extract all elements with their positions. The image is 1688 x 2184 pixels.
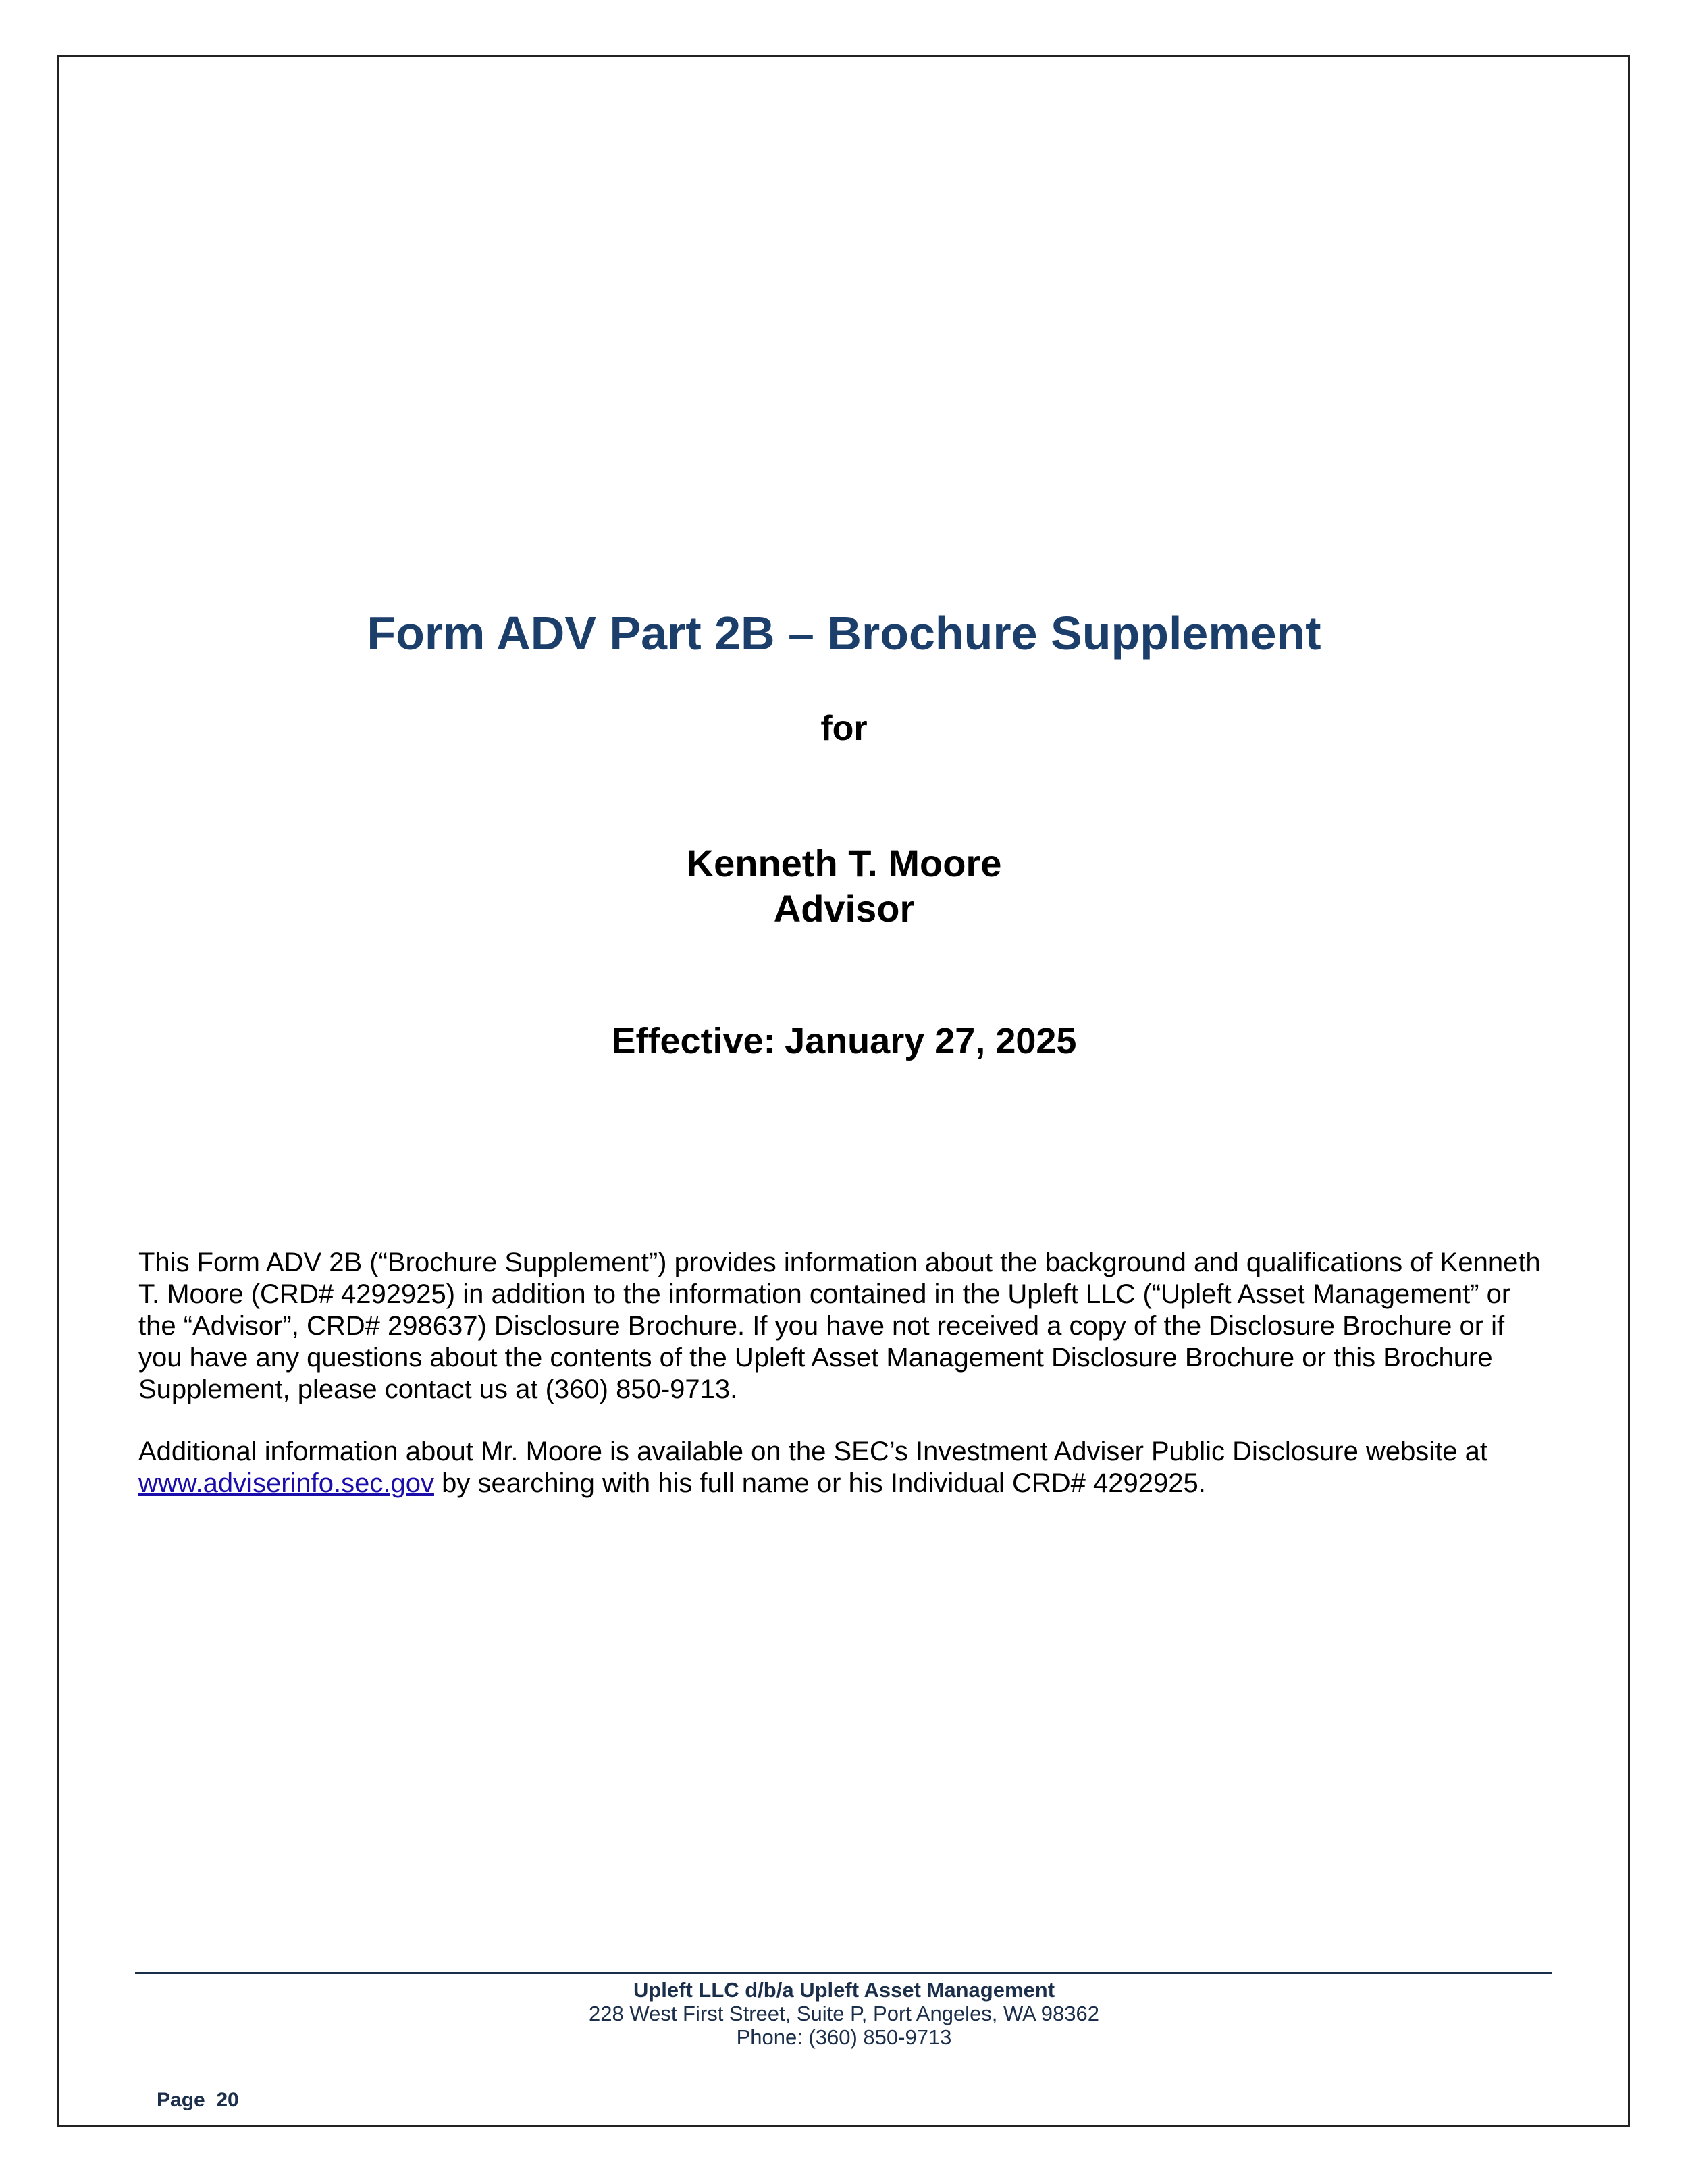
additional-info-paragraph: [138, 1436, 1550, 1499]
page-border: [57, 55, 1630, 2127]
for-label: for: [820, 709, 868, 748]
page-number: Page 20: [157, 2089, 239, 2111]
additional-info-text-end: by searching with his full name or his Individual CRD# 4292925.: [433, 1468, 1206, 1498]
intro-paragraph: This Form ADV 2B (“Brochure Supplement”) provides information about the background and qualifications of Kenneth T. Moore (CRD# 4292925) in addition to the information contained in the Upleft LLC (“Upleft Asset Management” or the “Advisor”, CRD# 298637) Disclosure Brochure. If you have not received a copy of the Disclosure Brochure or if you have any questions about the contents of the Upleft Asset Management Disclosure Brochure or this Brochure Supplement, please contact us at (360) 850-9713.: [138, 1248, 1541, 1404]
footer-address: 228 West First Street, Suite P, Port Angeles, WA 98362: [589, 2002, 1099, 2025]
effective-date-line: [0, 1019, 1688, 1063]
person-role: Advisor: [773, 887, 915, 930]
adviserinfo-link[interactable]: www.adviserinfo.sec.gov: [138, 1468, 434, 1498]
effective-label: Effective:: [611, 1021, 776, 1061]
effective-date: January 27, 2025: [785, 1021, 1077, 1061]
document-title: Form ADV Part 2B – Brochure Supplement: [367, 607, 1321, 660]
footer-phone: Phone: (360) 850-9713: [736, 2025, 952, 2049]
footer-company: Upleft LLC d/b/a Upleft Asset Management: [633, 1978, 1055, 2002]
person-name: Kenneth T. Moore: [686, 842, 1002, 884]
footer-divider: [135, 1972, 1552, 1974]
additional-info-text: Additional information about Mr. Moore is available on the SEC’s Investment Adviser Public Disclosure website at: [138, 1437, 1488, 1466]
